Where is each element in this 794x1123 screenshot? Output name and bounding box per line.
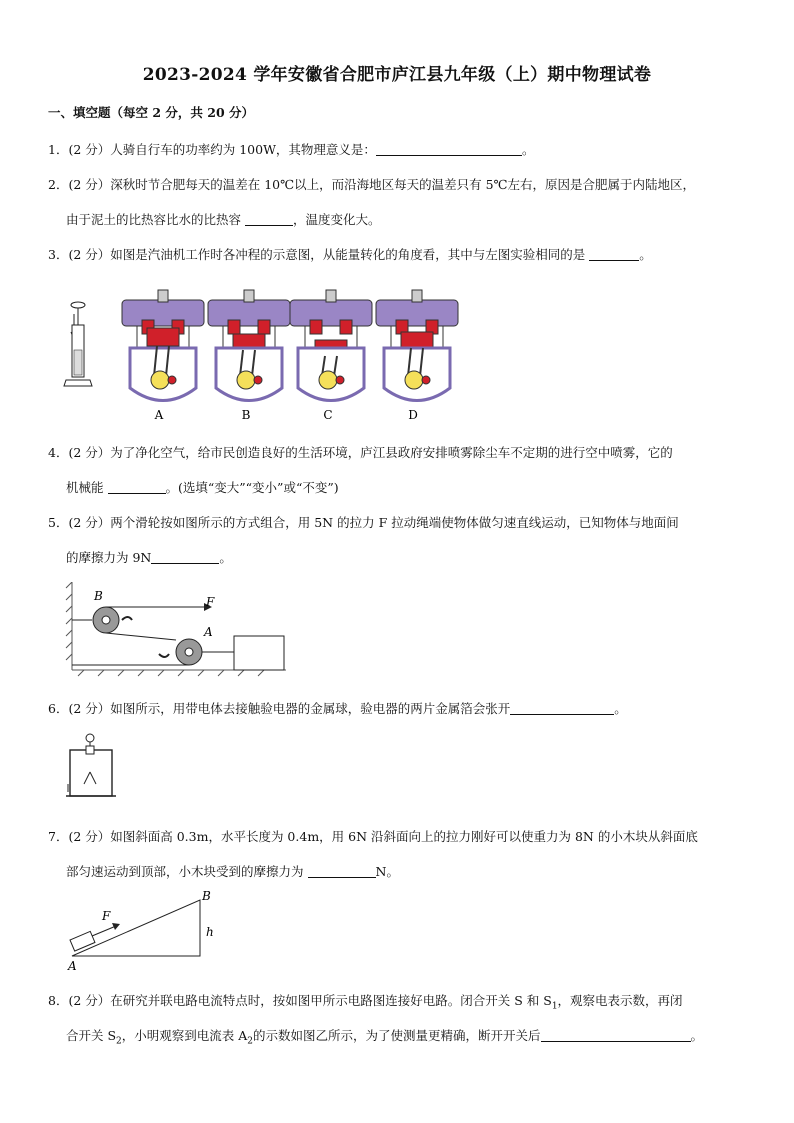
question-4 [48,443,673,461]
question-3 [48,245,652,263]
q4-line2b: 。(选填“变大”“变小”或“不变”) [165,480,339,495]
q4-answer-blank[interactable] [108,481,166,494]
q3-end: 。 [639,247,652,262]
question-5-cont [66,548,232,566]
pulley-a-label: A [204,625,213,639]
q8-line1a: 8．(2 分）在研究并联电路电流特点时，按如图甲所示电路图连接好电路。闭合开关 S 和 S [48,993,552,1008]
q8-sub-3: 2 [247,1036,254,1047]
page-title: 2023-2024 学年安徽省合肥市庐江县九年级（上）期中物理试卷 [142,65,652,85]
electroscope-figure [64,732,120,802]
stroke-label-a: A [154,408,164,422]
question-1 [48,140,534,158]
stroke-label-d: D [408,408,418,422]
air-compression-apparatus [64,302,92,386]
q3-text: 3．(2 分）如图是汽油机工作时各冲程的示意图，从能量转化的角度看，其中与左图实验相同的是 [48,247,586,262]
engine-stroke-c [290,290,372,401]
q4-line2a: 机械能 [66,480,104,495]
q6-text: 6．(2 分）如图所示，用带电体去接触验电器的金属球，验电器的两片金属箔会张开 [48,701,511,716]
q1-end: 。 [521,142,535,157]
q5-answer-blank[interactable] [151,551,219,564]
incline-height-label: h [206,925,214,939]
q1-text: 1．(2 分）人骑自行车的功率约为 100W，其物理意义是： [48,142,376,157]
engine-stroke-a [122,290,204,401]
pulley-figure [64,582,289,677]
q7-line2b: N。 [375,864,399,879]
q8-line1b: ，观察电表示数，再闭 [557,993,683,1008]
q7-line1: 7．(2 分）如图斜面高 0.3m，水平长度为 0.4m，用 6N 沿斜面向上的拉力刚好可以使重力为 8N 的小木块从斜面底 [48,829,698,844]
q8-sub-2: 2 [116,1036,122,1047]
engine-strokes-figure [60,280,460,425]
incline-top-label: B [202,889,211,903]
question-2 [48,175,695,193]
q5-line1: 5．(2 分）两个滑轮按如图所示的方式组合，用 5N 的拉力 F 拉动绳端使物体做匀速直线运动，已知物体与地面间 [48,515,679,530]
question-7-cont [66,862,399,880]
question-4-cont [66,478,339,496]
q5-line2b: 。 [219,550,232,565]
q8-line2d: 。 [690,1028,704,1043]
q3-answer-blank[interactable] [589,248,639,261]
q1-answer-blank[interactable] [376,143,522,156]
question-2-cont [66,210,381,228]
question-6 [48,699,627,717]
q7-line2a: 部匀速运动到顶部，小木块受到的摩擦力为 [66,864,304,879]
question-7 [48,827,698,845]
q2-line2b: ，温度变化大。 [293,212,381,227]
q6-end: 。 [614,701,627,716]
q5-line2a: 的摩擦力为 9N [66,550,152,565]
question-5 [48,513,679,531]
question-8-cont [66,1026,703,1047]
incline-force-label: F [102,909,111,923]
q6-answer-blank[interactable] [510,702,614,715]
section-heading: 一、填空题（每空 2 分，共 20 分） [48,105,255,120]
q8-line2a: 合开关 S [66,1028,117,1043]
q2-answer-blank[interactable] [245,213,293,226]
q4-line1: 4．(2 分）为了净化空气，给市民创造良好的生活环境，庐江县政府安排喷雾除尘车不定期的进行空中喷雾，它的 [48,445,673,460]
pulley-b-label: B [94,589,103,603]
q2-line1: 2．(2 分）深秋时节合肥每天的温差在 10℃以上，而沿海地区每天的温差只有 5℃左右，原因是合肥属于内陆地区， [48,177,696,192]
incline-bottom-label: A [68,959,77,973]
incline-figure [60,888,230,974]
q7-answer-blank[interactable] [308,865,376,878]
question-8 [48,991,683,1012]
force-f-label: F [206,595,215,609]
q2-line2a: 由于泥土的比热容比水的比热容 [66,212,242,227]
stroke-label-c: C [323,408,333,422]
q8-answer-blank[interactable] [541,1029,691,1042]
engine-stroke-d [376,290,458,401]
q8-line2b: ，小明观察到电流表 A [121,1028,248,1043]
engine-stroke-b [208,290,290,401]
q8-sub-1: 1 [551,1001,558,1012]
stroke-label-b: B [241,408,251,422]
q8-line2c: 的示数如图乙所示，为了使测量更精确，断开开关后 [253,1028,541,1043]
